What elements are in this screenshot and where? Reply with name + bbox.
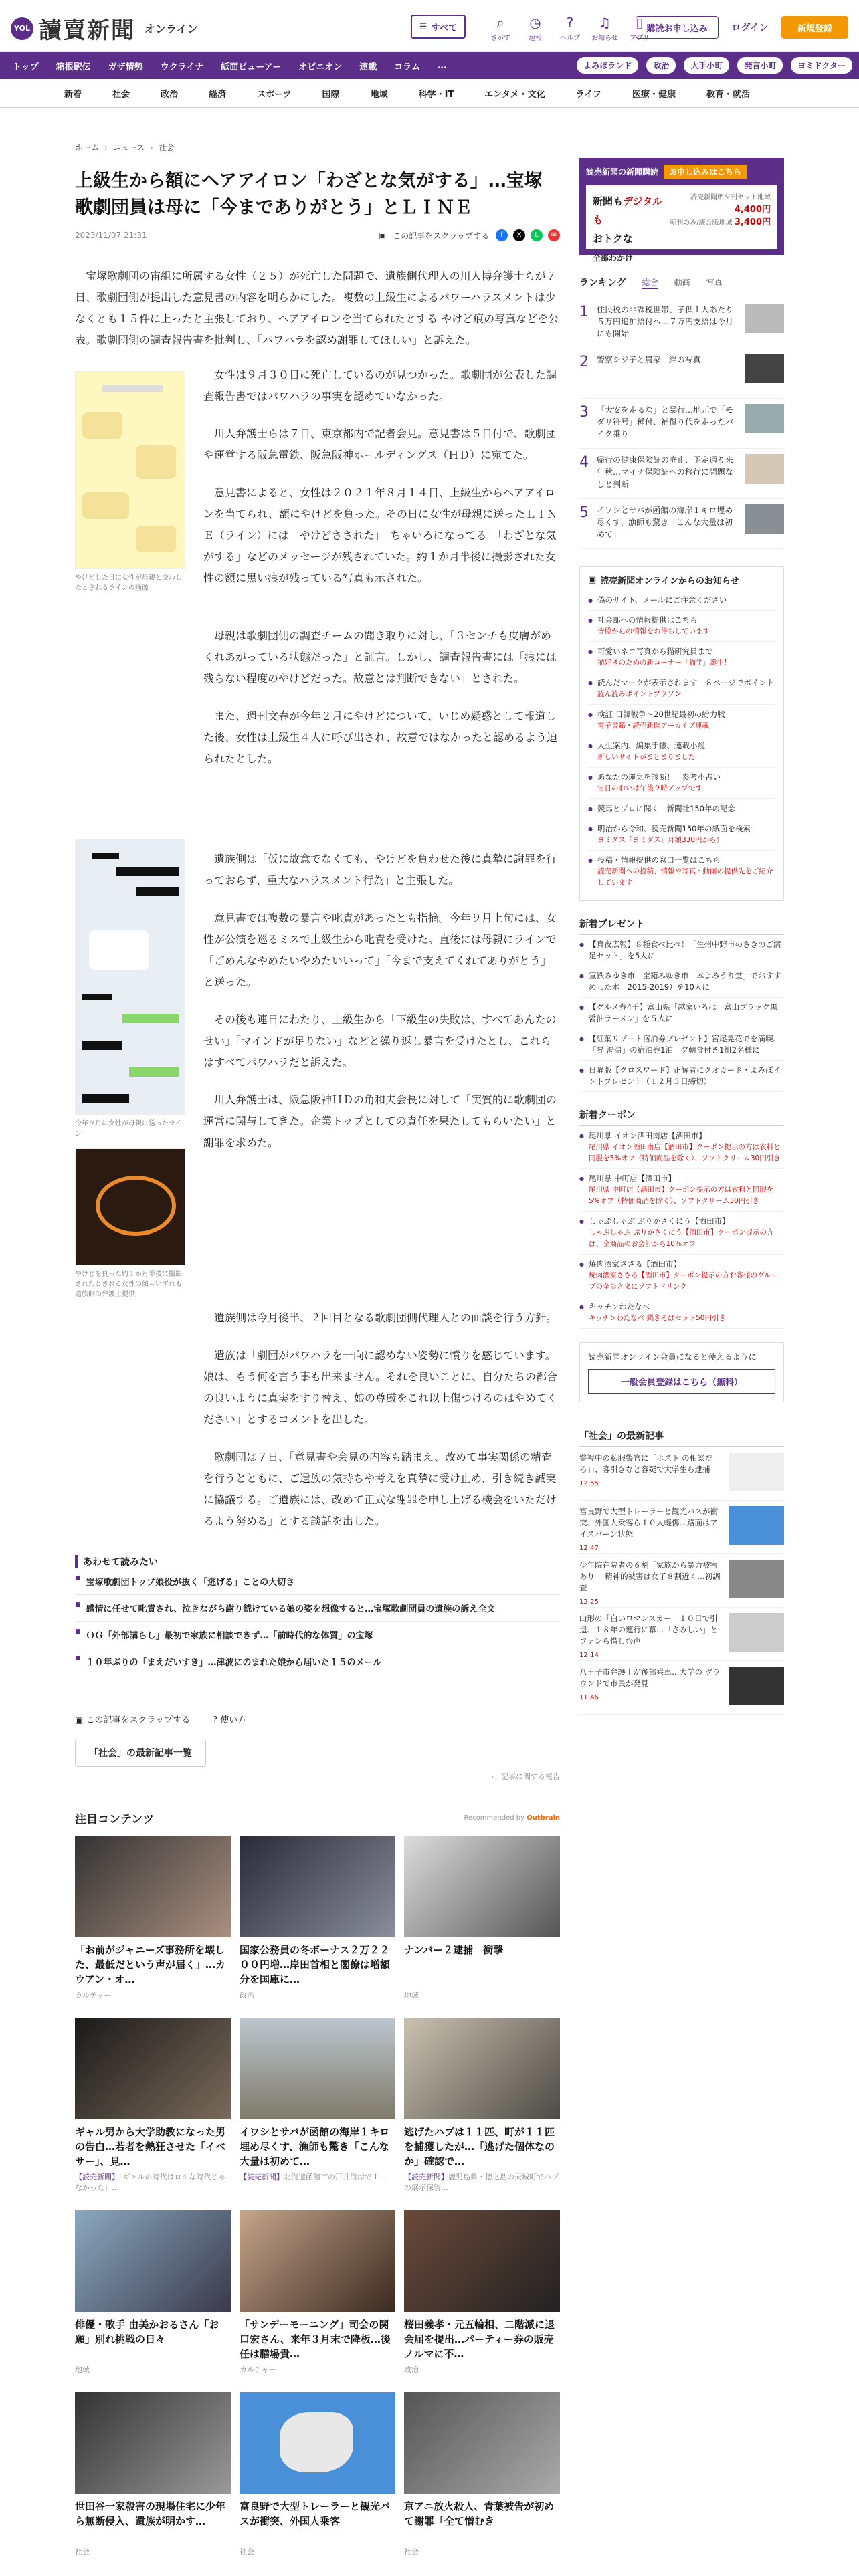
- share-buttons: [496, 229, 560, 241]
- free-register-button[interactable]: 一般会員登録はこちら（無料）: [588, 1369, 775, 1394]
- article-para: 歌劇団は７日、「意見書や会見の内容も踏まえ、改めて事実関係の精査を行うとともに、ご遺族の気持ちや考えを真摯に受け止め、引き続き誠実に協議する。ご遺族には、改めて正式な謝罪を申し上げる機会をいただけるよう努める」とする談話を出した。: [203, 1451, 557, 1527]
- figure-line-2[interactable]: [75, 839, 185, 1299]
- featured-card[interactable]: 俳優・歌手 由美かおるさん「お願」別れ挑戦の日々 地域: [75, 2210, 231, 2375]
- coupon-list: [579, 1126, 784, 1329]
- pill-hatsugen[interactable]: 発言小町: [737, 57, 783, 74]
- present-item[interactable]: ● 日曜版【クロスワード】正解者にクオカード・よみぽイントプレゼント（１２月３日締切）: [579, 1061, 784, 1092]
- article-paras-4: [203, 1307, 560, 1532]
- info-icon: ▣: [588, 575, 597, 585]
- article-block-3: [75, 839, 560, 1307]
- article-para: その後も連日にわたり、上級生から「下級生の失敗は、すべてあんたのせい」「マインドが足りない」などと繰り返し暴言を受けたとし、これらはすべてパワハラだと訴えた。: [203, 1013, 557, 1069]
- figure-caption-3: やけどを負った約１か月半後に撮影されたとされる女性の額＝いずれも遺族側の弁護士提供: [75, 1271, 182, 1298]
- pill-yomiholand[interactable]: よみほランド: [577, 57, 638, 74]
- gnav-viewer[interactable]: 紙面ビューアー: [221, 62, 282, 72]
- article-para: 川人弁護士は、阪急阪神ＨＤの角和夫会長に対して「実質的に歌劇団の運営に関与してきた。企業トップとしての責任を果たしてもらいたい」と謝罪を求めた。: [203, 1093, 557, 1149]
- card-thumb: [75, 2018, 231, 2119]
- present-title: 新着プレゼント: [579, 917, 784, 935]
- hamburger-icon: ☰: [419, 21, 427, 32]
- featured-card[interactable]: 世田谷一家殺害の現場住宅に少年ら無断侵入、遺族が明かす… 社会: [75, 2392, 231, 2557]
- phone-icon[interactable]: ▯ アプリ: [630, 15, 650, 42]
- latest-feed-title[interactable]: 「社会」の最新記事: [579, 1429, 784, 1447]
- gnav-more[interactable]: …: [438, 60, 447, 71]
- ranking-item[interactable]: 5 イワシとサバが函館の海岸１キロ埋め尽くす、漁師も驚き「こんな大量は初めて」: [579, 499, 784, 549]
- gnav-hakone[interactable]: 箱根駅伝: [56, 62, 91, 72]
- featured-card[interactable]: 国家公務員の冬ボーナス２万２２００円増…岸田首相と閣僚は増額分を国庫に… 政治: [240, 1836, 395, 2000]
- related-title: あわせて読みたい: [75, 1555, 560, 1568]
- ranking-item[interactable]: 1 住民税の非課税世帯、子供１人あたり５万円追加給付へ…７万円支給は今月にも開始: [579, 298, 784, 348]
- present-item[interactable]: ● 宣鉄みゆき市「宝箱みゆき市「本よみうり堂」でおすすめした本 2015-2019）を10人に: [579, 966, 784, 998]
- latest-feed: [579, 1447, 784, 1715]
- notice-item[interactable]: ● 社会部への情報提供はこちら 皆様からの情報をお待ちしています: [588, 611, 775, 642]
- article-meta: [75, 229, 560, 241]
- featured-card[interactable]: イワシとサバが函館の海岸１キロ埋め尽くす、漁師も驚き「こんな大量は初めて… 【読売新聞】北海道函館市の戸井海岸で１…: [240, 2018, 395, 2193]
- facebook-icon[interactable]: f: [496, 229, 508, 241]
- coupon-item[interactable]: ● 焼肉酒家ささる【酒田市】 焼肉酒家ささる【酒田市】クーポン提示の方お客様のグループの全員さまにソフトドリンク: [579, 1255, 784, 1297]
- article-para: また、週刊文春が今年２月にやけどについて、いじめ疑惑として報道した後、女性は上級生４人に呼び出され、故意ではなかったと認めるよう迫られたとした。: [203, 710, 557, 765]
- article-para: 遺族は「劇団がパワハラを一向に認めない姿勢に憤りを感じています。娘は、もう何を言う事も出来ません。それを良いことに、自分たちの都合の良いように真実をすり替え、娘の尊厳をこれ以上傷つけるのはやめてください」とするコメントを出した。: [203, 1349, 557, 1426]
- logo-subtitle: オンライン: [145, 23, 198, 35]
- logo-badge: YOL: [11, 17, 33, 40]
- bell-icon[interactable]: ♫ お知らせ: [591, 15, 618, 42]
- ranking-item[interactable]: 3 「大安を走るな」と暴行…地元で「モダリ符号」種付、補償り代を走ったバイク乗り: [579, 399, 784, 449]
- tab-overall[interactable]: 総合: [642, 276, 658, 289]
- scrap-link[interactable]: この記事をスクラップする: [393, 231, 489, 241]
- notice-box: ▣ 読売新聞オンラインからのお知らせ ● 偽のサイト、メールにご注意ください ● 社会部への情報提供はこちら 皆様からの情報をお待ちしています ● 可愛いネコ写真から猫研究員まで 猫好きのための新コーナー「猫学」誕生！ ● 読んだマークが表示されます ８ページでポイント 読ん読みポイントプラソン ● 検証 日韓戦争〜20世紀最初の紛力戦 電子書籍・読売新聞アーカイブ連載 ● 人生案内、編集手帳、連載小説 新しいサイトがまとまりました ● あなたの運気を診断！ 参考小占い 宙日のおいは午後９時アップです ● 競馬とプロに聞く 新聞社150年の記念 ● 明治から令和、読売新聞150年の紙面を検索 ヨミダス「ヨミダス」月額330円から！ ● 投稿・情報提供の窓口一覧はこちら 読売新聞への投稿、情報や写真・動画の提供先をご紹介しています: [579, 566, 784, 901]
- article-paras-2: [203, 625, 560, 770]
- promo-badge: お申し込みはこちら: [664, 165, 747, 179]
- figure-caption-2: 今年９月に女性が母親に送ったライン: [75, 1120, 182, 1138]
- search-icon[interactable]: ⌕ さがす: [490, 15, 510, 42]
- feed-item[interactable]: 少年院在院者の６割「家族から暴力被害あり」 精神的被害は女子８割近く…初調査 12:25: [579, 1554, 784, 1608]
- featured-card[interactable]: 京アニ放火殺人、青葉被告が初めて謝罪「全て憎むき 社会: [404, 2392, 560, 2557]
- site-header: [0, 0, 859, 52]
- snav-sports[interactable]: スポーツ: [257, 89, 292, 100]
- subscribe-button[interactable]: 購読お申し込み: [636, 16, 719, 39]
- notice-item[interactable]: ● 明治から令和、読売新聞150年の紙面を検索 ヨミダス「ヨミダス」月額330円から！: [588, 819, 775, 851]
- featured-card[interactable]: ギャル男から大学助教になった男の告白…若者を熱狂させた「イベサー」、見… 【読売新聞】「ギャルの時代はロクな時代じゃなかった」…: [75, 2018, 231, 2193]
- present-item[interactable]: ● 【紅葉リゾート宿泊券プレゼント】宮尾晃花でを満喫、「昇 湯温」の宿泊券1泊 夕朝食付き1組2名様に: [579, 1029, 784, 1061]
- ranking-header: ランキング 総合 動画 写真: [579, 277, 723, 288]
- breadcrumb: ホーム › ニュース › 社会: [75, 143, 175, 152]
- tab-video[interactable]: 動画: [674, 278, 690, 288]
- notice-item[interactable]: ● 投稿・情報提供の窓口一覧はこちら 読売新聞への投稿、情報や写真・動画の提供先をご紹介しています: [588, 851, 775, 893]
- article-para: 母親は歌劇団側の調査チームの聞き取りに対し、「３センチも皮膚がめくれあがっている状態だった」と証言。しかし、調査報告書には「痕には残らない程度のやけどだった。故意とは判断できない」とされた。: [203, 629, 557, 685]
- article-block-1: [75, 364, 560, 625]
- logo-wordmark: 讀賣新聞: [39, 17, 135, 44]
- gnav-opinion[interactable]: オピニオン: [298, 62, 343, 72]
- outbrain-badge[interactable]: Recommended by Outbrain: [464, 1814, 560, 1822]
- scrap-icon[interactable]: ▣: [378, 231, 387, 240]
- gnav-top[interactable]: トップ: [13, 62, 39, 72]
- gnav-ukraine[interactable]: ウクライナ: [160, 62, 204, 72]
- article-para: 女性は９月３０日に死亡しているのが見つかった。歌劇団が公表した調査報告書ではパワハラの事実を認めていなかった。: [203, 368, 557, 403]
- card-thumb: [75, 2210, 231, 2312]
- coupon-item[interactable]: ● 尾川県 イオン酒田南店【酒田市】 尾川県 イオン酒田南店【酒田市】クーポン提示の方は衣料と同服を5%オフ（特価商品を除く）、ソフトクリーム30円引き: [579, 1126, 784, 1169]
- featured-card[interactable]: ナンバー２逮捕 衝撃 地域: [404, 1836, 560, 2000]
- article-paras-3: [203, 849, 560, 1154]
- featured-card[interactable]: 逃げたハブは１１匹、町が１１匹を捕獲したが…「逃げた個体なのか」確認で… 【読売新聞】鹿児島県・徳之島の天城町でハブの展示保管…: [404, 2018, 560, 2193]
- card-thumb: [240, 1836, 395, 1937]
- gnav-gaza[interactable]: ガザ情勢: [108, 62, 143, 72]
- card-thumb: [404, 2018, 560, 2119]
- ranking-item[interactable]: 2 警察シジ子と農家 絆の写真: [579, 348, 784, 399]
- gnav-column[interactable]: コラム: [394, 62, 421, 72]
- question-icon[interactable]: ? ヘルプ: [560, 15, 580, 42]
- notice-item[interactable]: ● 読んだマークが表示されます ８ページでポイント 読ん読みポイントプラソン: [588, 673, 775, 705]
- pill-otekomachi[interactable]: 大手小町: [684, 57, 729, 74]
- featured-grid: [75, 1836, 560, 2557]
- notice-item[interactable]: ● 偽のサイト、メールにご注意ください: [588, 591, 775, 611]
- article-paras-1: [203, 364, 560, 589]
- card-thumb: [240, 2018, 395, 2119]
- snav-world[interactable]: 国際: [322, 89, 340, 100]
- pill-politics[interactable]: 政治: [646, 57, 676, 74]
- coupon-item[interactable]: ● しゃぶしゃぶ ぷりかさくにう【酒田市】 しゃぶしゃぶ ぷりかさくにう【酒田市】クーポン提示の方は、全商品のお会計から10％オフ: [579, 1212, 784, 1255]
- featured-card[interactable]: 「お前がジャニーズ事務所を壊した、最低だという声が届く」…カウアン・オ… カルチャー: [75, 1836, 231, 2000]
- article-block-4: [75, 1307, 560, 1528]
- present-item[interactable]: ● 【グルメ券4千】富山県「越家いろは 富山ブラック黒醤油ラーメン」を５人に: [579, 998, 784, 1029]
- line-icon[interactable]: L: [531, 229, 543, 241]
- howto-link[interactable]: ? 使い方: [213, 1715, 247, 1725]
- related-item[interactable]: ■ 宝塚歌劇団トップ娘役が抜く「逃げる」ことの大切さ: [75, 1568, 560, 1595]
- article-title: 上級生から額にヘアアイロン「わざとな気がする」…宝塚歌劇団員は母に「今までありがとう」とＬＩＮＥ: [75, 171, 543, 218]
- crumb-news[interactable]: ニュース: [112, 143, 145, 152]
- article-para: 意見書では複数の暴言や叱責があったとも指摘。今年９月上旬には、女性が公演を巡るミスで上級生から叱責を受けた。直後には母親にラインで「ごめんなやめたいやめたいいって」「今まで支えてくれてありがとう」と送った。: [203, 911, 557, 988]
- global-nav: [0, 52, 859, 79]
- notice-item[interactable]: ● 競馬とプロに聞く 新聞社150年の記念: [588, 799, 775, 819]
- x-icon[interactable]: X: [513, 229, 525, 241]
- card-thumb: [404, 2210, 560, 2312]
- section-nav: [0, 79, 859, 108]
- card-thumb: [240, 2210, 395, 2312]
- snav-politics[interactable]: 政治: [161, 89, 179, 100]
- present-list: [579, 935, 784, 1092]
- snav-new[interactable]: 新着: [64, 89, 82, 100]
- figure-caption-1: やけどした日に女性が母親と交わしたとされるラインの画像: [75, 574, 182, 592]
- feed-item[interactable]: 山形の「白いロマンスカー」１０日で引退、１８年の運行に幕…「さみしい」とファンら惜しむ声 12:14: [579, 1608, 784, 1661]
- snav-entertainment[interactable]: エンタメ・文化: [484, 89, 545, 100]
- notice-item[interactable]: ● あなたの運気を診断！ 参考小占い 宙日のおいは午後９時アップです: [588, 768, 775, 799]
- article-para: 遺族側は今月後半、２回目となる歌劇団側代理人との面談を行う方針。: [214, 1311, 557, 1324]
- notice-item[interactable]: ● 人生案内、編集手帳、連載小説 新しいサイトがまとまりました: [588, 736, 775, 768]
- related-item[interactable]: ■ ＯＧ「外部講らし」最初で家族に相談できず…「前時代的な体質」の宝塚: [75, 1622, 560, 1648]
- snav-life[interactable]: ライフ: [575, 89, 602, 100]
- card-thumb: [240, 2392, 395, 2494]
- card-thumb: [75, 2392, 231, 2494]
- pill-yomidr[interactable]: ヨミドクター: [791, 57, 852, 74]
- featured-card[interactable]: 「サンデーモーニング」司会の関口宏さん、来年３月末で降板…後任は膳場貴… カルチャー: [240, 2210, 395, 2375]
- snav-health[interactable]: 医療・健康: [632, 89, 676, 100]
- article-block-2: [75, 625, 560, 839]
- login-button[interactable]: ログイン: [731, 23, 769, 33]
- notice-item[interactable]: ● 検証 日韓戦争〜20世紀最初の紛力戦 電子書籍・読売新聞アーカイブ連載: [588, 705, 775, 736]
- scrap-footer-link[interactable]: ▣ この記事をスクラップする: [75, 1715, 191, 1725]
- related-item[interactable]: ■ １０年ぶりの「まえだいすき」…津波にのまれた娘から届いた１５のメール: [75, 1648, 560, 1675]
- featured-header: [75, 1810, 560, 1826]
- gnav-series[interactable]: 連載: [359, 62, 377, 72]
- coupon-item[interactable]: ● キッチンわたなべ キッチンわたなべ 鍋きそばセット50円引き: [579, 1297, 784, 1329]
- register-button[interactable]: 新規登録: [781, 16, 848, 39]
- snav-science[interactable]: 科学・IT: [418, 89, 454, 100]
- article-para: 遺族側は「仮に故意でなくても、やけどを負わせた後に真摯に謝罪を行っておらず、重大なハラスメント行為」と主張した。: [203, 853, 557, 887]
- crumb-society[interactable]: 社会: [159, 143, 175, 152]
- subscription-promo[interactable]: 読売新聞の新聞購読 お申し込みはこちら 新聞もデジタルも おトクな 全部わかけ 読売新聞朝夕刊セット地域 4,400円 朝刊のみ/統合版地域 3,400円: [579, 158, 784, 255]
- site-logo[interactable]: [11, 12, 198, 45]
- snav-local[interactable]: 地域: [370, 89, 388, 100]
- article-para: 川人弁護士らは７日、東京都内で記者会見。意見書は５日付で、歌劇団や運営する阪急電鉄、阪急阪神ホールディングス（ＨＤ）に宛てた。: [203, 427, 557, 461]
- forehead-photo: [75, 1148, 185, 1265]
- clock-icon[interactable]: ◷ 速報: [529, 15, 542, 42]
- article-footer: [75, 1713, 560, 1725]
- crumb-home[interactable]: ホーム: [75, 143, 100, 152]
- snav-society[interactable]: 社会: [112, 89, 130, 100]
- mail-icon[interactable]: ✉: [548, 229, 560, 241]
- featured-card[interactable]: 富良野で大型トレーラーと観光バスが衝突、外国人乗客 社会: [240, 2392, 395, 2557]
- line-screenshot-2: [75, 839, 185, 1115]
- ranking-list: [579, 298, 784, 549]
- related-articles: [75, 1555, 560, 1675]
- related-item[interactable]: ■ 感情に任せて叱責され、泣きながら謝り続けている娘の姿を想像すると…宝塚歌劇団員の遺族の訴え全文: [75, 1595, 560, 1622]
- line-screenshot-1: [75, 371, 185, 569]
- article-column: [75, 136, 560, 2557]
- register-box: 読売新聞オンライン会員になると使えるように 一般会員登録はこちら（無料）: [579, 1342, 784, 1402]
- coupon-title: 新着クーポン: [579, 1108, 784, 1126]
- notice-item[interactable]: ● 可愛いネコ写真から猫研究員まで 猫好きのための新コーナー「猫学」誕生！: [588, 642, 775, 673]
- all-menu-button[interactable]: ☰ すべて: [411, 15, 466, 39]
- figure-line-1[interactable]: [75, 371, 185, 593]
- feed-item[interactable]: 八王子市弁護士が後部乗車…大学の グラウンドで市民が発見 11:46: [579, 1661, 784, 1715]
- ranking-item[interactable]: 4 帰行の健康保険証の廃止、予定通り来年秋…マイナ保険証への移行に問題なしと判断: [579, 449, 784, 499]
- card-thumb: [404, 1836, 560, 1937]
- feed-item[interactable]: 富良野で大型トレーラーと観光バスが衝突、外国人乗客ら１０人軽傷…路面はアイスバーン状態 12:47: [579, 1501, 784, 1554]
- snav-economy[interactable]: 経済: [209, 89, 227, 100]
- latest-society-button[interactable]: 「社会」の最新記事一覧: [75, 1739, 206, 1767]
- tab-photo[interactable]: 写真: [706, 278, 723, 288]
- header-icons: [483, 15, 657, 42]
- snav-education[interactable]: 教育・就活: [706, 89, 751, 100]
- card-thumb: [75, 1836, 231, 1937]
- present-item[interactable]: ● 【真夜広報】８種食べ比べ！「生州中野市のさきのご満足セット」を5人に: [579, 935, 784, 966]
- feed-item[interactable]: 警視中の私服警官に「ホスト の相談だろ」」、客引きなど容疑で大学生ら逮捕 12:55: [579, 1447, 784, 1501]
- article-date: 2023/11/07 21:31: [75, 231, 147, 240]
- sidebar: [579, 158, 784, 1715]
- coupon-item[interactable]: ● 尾川県 中町店【酒田市】 尾川県 中町店【酒田市】クーポン提示の方は衣料と同服を5%オフ（特価商品を除く）、ソフトクリーム30円引き: [579, 1169, 784, 1212]
- featured-title: 注目コンテンツ: [75, 1813, 155, 1826]
- featured-card[interactable]: 桜田義孝・元五輪相、二階派に退会届を提出…パーティー券の販売ノルマに不… 政治: [404, 2210, 560, 2375]
- article-lead: 宝塚歌劇団の宙組に所属する女性（２５）が死亡した問題で、遺族側代理人の川人博弁護士らが７日、歌劇団側が提出した意見書の内容を明らかにした。複数の上級生によるパワーハラスメントは少なくとも１５件に上ったと主張しており、ヘアアイロンを当てられたとする やけど痕の写真などを公表。歌劇団側の調査報告書を批判し、「パワハラを認め謝罪してほしい」と訴えた。: [75, 270, 559, 346]
- report-link[interactable]: ▭ 記事に関する報告: [492, 1772, 560, 1781]
- card-thumb: [404, 2392, 560, 2494]
- article-para: 意見書によると、女性は２０２１年８月１４日、上級生からヘアアイロンを当てられ、額にやけどを負った。その日に女性が母親に送ったＬＩＮＥ（ライン）には「やけどさされた」「ちゃいろになってる」「わざとな気がする」などのメッセージが残されていた。約１か月半後に撮影された女性の額に黒い痕が残っている写真も示された。: [203, 486, 557, 584]
